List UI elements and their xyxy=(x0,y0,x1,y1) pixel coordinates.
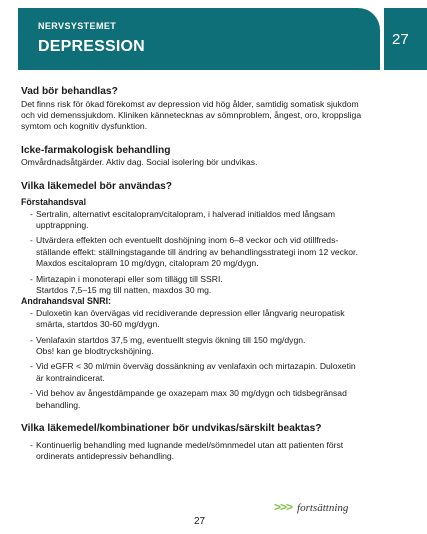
chapter-title: DEPRESSION xyxy=(38,38,145,55)
first-choice-list xyxy=(21,209,413,297)
section-title-avoid: Vilka läkemedel/kombinationer bör undvikas/särskilt beaktas? xyxy=(21,423,322,435)
chapter-kicker: NERVSYSTEMET xyxy=(38,21,117,31)
header-page-number: 27 xyxy=(392,31,409,48)
list-item: - Duloxetin kan övervägas vid recidiverande depression eller långvarig neuropatisk smärta, startdos 30-60 mg/dygn. xyxy=(21,308,413,331)
continued-arrows-icon: >>> xyxy=(274,500,293,514)
body-line: symtom och kognitiv dysfunktion. xyxy=(21,121,148,132)
list-item: - Kontinuerlig behandling med lugnande medel/sömnmedel utan att patienten först ordinerats antidepressiv behandling. xyxy=(21,440,413,463)
continued-link[interactable] xyxy=(274,500,348,514)
list-item: - Mirtazapin i monoterapi eller som tillägg till SSRI. Startdos 7,5–15 mg till natten, maxdos 30 mg. xyxy=(21,274,413,297)
section-title-when: Vad bör behandlas? xyxy=(21,86,118,97)
second-choice-list xyxy=(21,308,413,411)
footer-page-number: 27 xyxy=(194,516,206,527)
list-item: - Sertralin, alternativt escitalopram/citalopram, i halverad initialdos med långsam upptrappning. xyxy=(21,209,413,232)
chapter-header xyxy=(0,0,427,72)
page-content xyxy=(21,86,413,462)
body-line: Det finns risk för ökad förekomst av depression vid hög ålder, samtidig somatisk sjukdom xyxy=(21,98,359,109)
list-item: - Vid behov av ångestdämpande ge oxazepam max 30 mg/dygn och tidsbegränsad behandling. xyxy=(21,388,413,411)
body-line: och vid demenssjukdom. Kliniken kännetecknas av sömnproblem, ångest, oro, kroppsliga xyxy=(21,109,362,120)
section-title-nonpharm: Icke-farmakologisk behandling xyxy=(21,144,171,156)
section-title-drugs: Vilka läkemedel bör användas? xyxy=(21,180,172,192)
list-item: - Vid eGFR < 30 ml/min överväg dossänkning av venlafaxin och mirtazapin. Duloxetin är kontraindicerat. xyxy=(21,361,413,384)
first-choice-label: Förstahandsval xyxy=(21,197,87,208)
second-choice-label: Andrahandsval SNRI: xyxy=(21,296,111,307)
avoid-list xyxy=(21,440,413,463)
continued-label: fortsättning xyxy=(297,502,349,514)
section-body-nonpharm: Omvårdnadsåtgärder. Aktiv dag. Social isolering bör undvikas. xyxy=(21,157,258,168)
list-item: - Utvärdera effekten och eventuellt doshöjning inom 6–8 veckor och vid otillfreds- ställande effekt: ställningstagande till ändring av behandlingsstrategi inom 12 veckor. Maxdos escitalopram 10 mg/dygn, citalopram 20 mg/dygn. xyxy=(21,235,413,269)
section-body-when xyxy=(21,99,413,133)
list-item: - Venlafaxin startdos 37,5 mg, eventuellt stegvis ökning till 150 mg/dygn. Obs! kan ge blodtryckshöjning. xyxy=(21,335,413,358)
